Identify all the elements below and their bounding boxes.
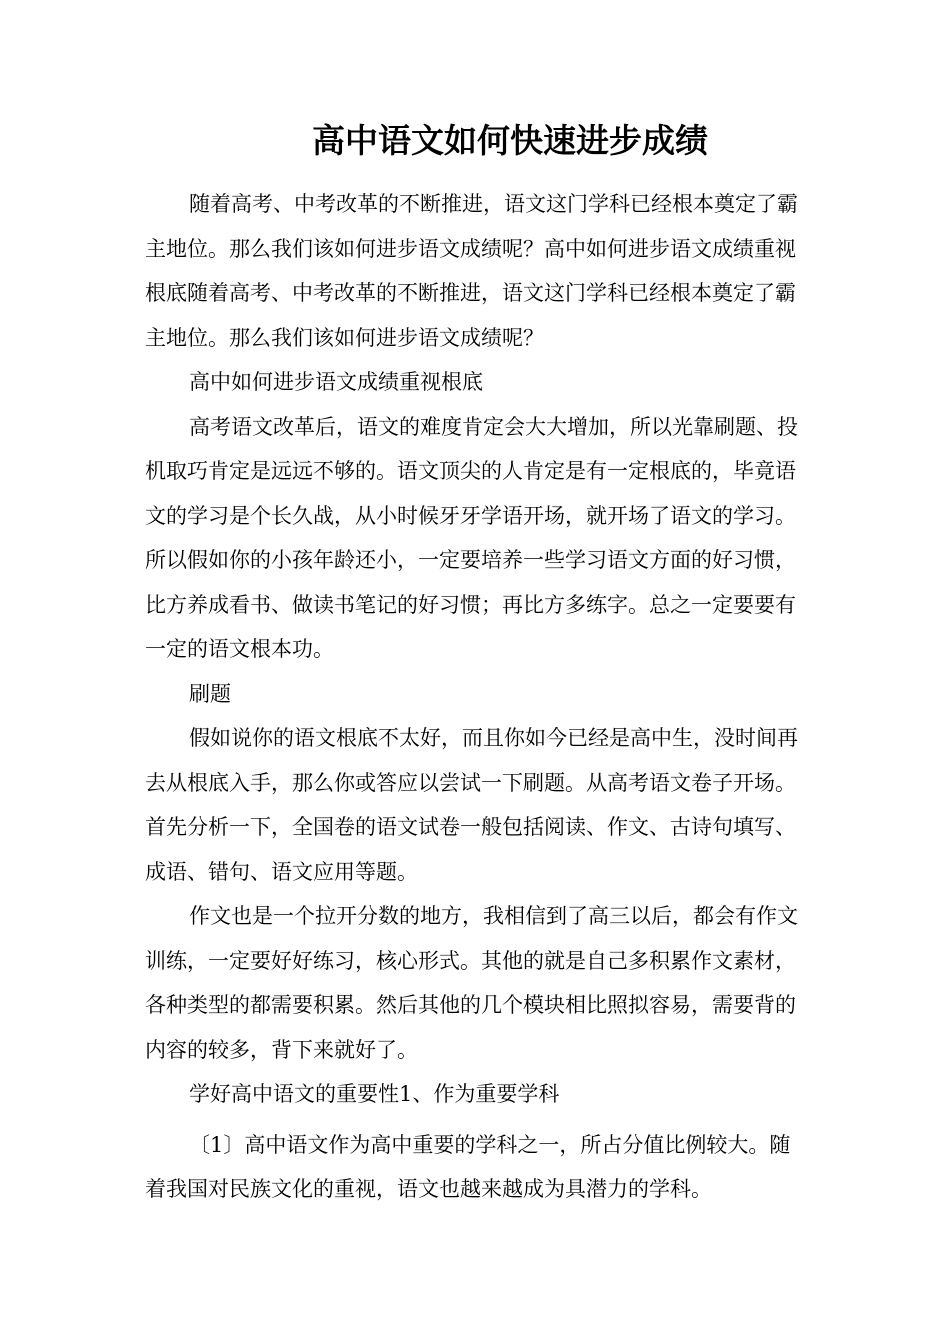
section-heading-importance: 学好高中语文的重要性1、作为重要学科	[189, 1082, 560, 1106]
document-body	[145, 182, 805, 1212]
paragraph-practice: 假如说你的语文根底不太好，而且你如今已经是高中生，没时间再去从根底入手，那么你或答应以尝试一下刷题。从高考语文卷子开场。首先分析一下，全国卷的语文试卷一般包括阅读、作文、古诗句填写、成语、错句、语文应用等题。	[145, 726, 798, 884]
paragraph-importance: 〔1〕高中语文作为高中重要的学科之一，所占分值比例较大。随着我国对民族文化的重视，语文也越来越成为具潜力的学科。	[145, 1132, 791, 1201]
paragraph-intro: 随着高考、中考改革的不断推进，语文这门学科已经根本奠定了霸主地位。那么我们该如何进步语文成绩呢？高中如何进步语文成绩重视根底随着高考、中考改革的不断推进，语文这门学科已经根本奠定了霸主地位。那么我们该如何进步语文成绩呢？	[145, 192, 798, 350]
section-heading-foundation: 高中如何进步语文成绩重视根底	[189, 370, 483, 394]
document-title: 高中语文如何快速进步成绩	[312, 121, 708, 160]
section-heading-practice: 刷题	[189, 681, 231, 706]
paragraph-composition: 作文也是一个拉开分数的地方，我相信到了高三以后，都会有作文训练，一定要好好练习，核心形式。其他的就是自己多积累作文素材，各种类型的都需要积累。然后其他的几个模块相比照拟容易，需要背的内容的较多，背下来就好了。	[145, 904, 798, 1062]
paragraph-foundation: 高考语文改革后，语文的难度肯定会大大增加，所以光靠刷题、投机取巧肯定是远远不够的。语文顶尖的人肯定是有一定根底的，毕竟语文的学习是个长久战，从小时候牙牙学语开场，就开场了语文的学习。所以假如你的小孩年龄还小，一定要培养一些学习语文方面的好习惯，比方养成看书、做读书笔记的好习惯；再比方多练字。总之一定要要有一定的语文根本功。	[145, 414, 798, 661]
